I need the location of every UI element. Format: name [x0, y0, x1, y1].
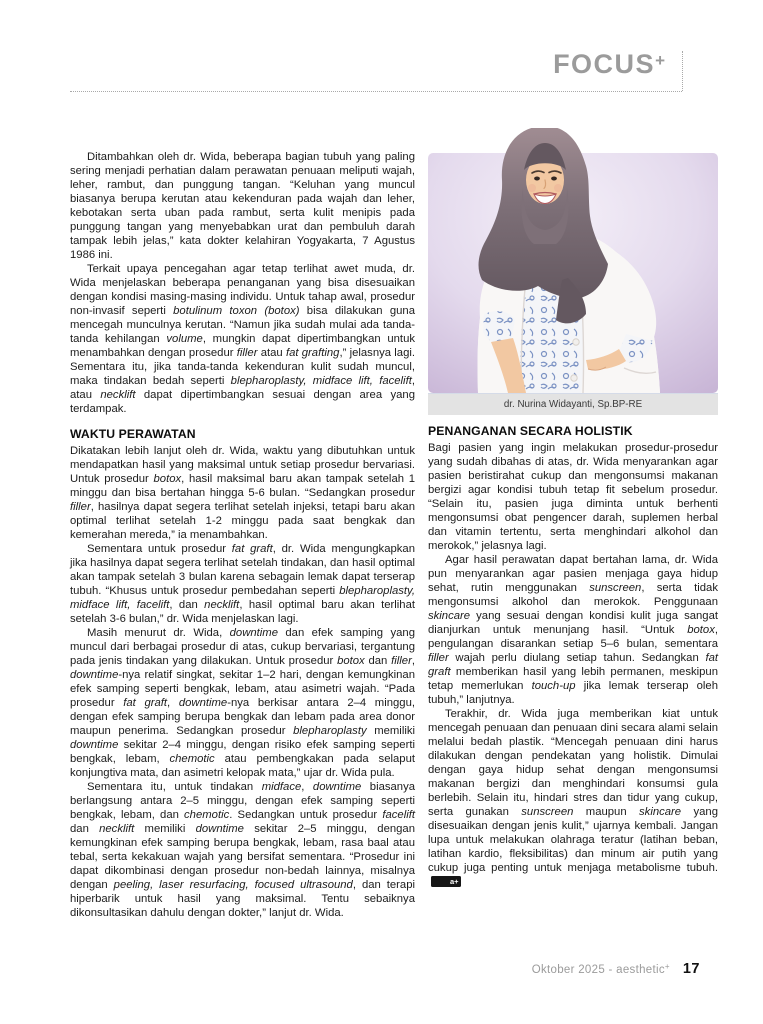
footer-page-number: 17	[682, 961, 700, 977]
header-dotted-rule	[70, 91, 682, 92]
article-paragraph: Terkait upaya pencegahan agar tetap terlihat awet muda, dr. Wida menjelaskan beberapa penanganan yang bisa disesuaikan dengan kondisi masing-masing individu. Untuk tahap awal, prosedur non-invasif seperti botulinum toxon (botox) bisa dilakukan guna mencegah munculnya kerutan. “Namun jika sudah mulai ada tanda-tanda kehilangan volume, mungkin dapat dipertimbangkan untuk menambahkan dengan prosedur filler atau fat grafting,” jelasnya lagi. Sementara itu, jika tanda-tanda kekenduran kulit sudah muncul, maka tindakan bedah seperti blepharoplasty, midface lift, facelift, atau necklift dapat dipertimbangkan sesuai dengan area yang terdampak.	[70, 263, 415, 415]
article-paragraph: Masih menurut dr. Wida, downtime dan efek samping yang muncul dari berbagai prosedur di atas, cukup bervariasi, tergantung pada jenis tindakan yang dilakukan. Untuk prosedur botox dan filler, downtime-nya relatif singkat, sekitar 1–2 hari, dengan kemungkinan efek samping seperti bengkak, lebam, atau asimetri wajah. “Pada prosedur fat graft, downtime-nya berkisar antara 2–4 minggu, dengan efek samping berupa bengkak dan lebam pada area donor maupun penerima. Sedangkan prosedur blepharoplasty memiliki downtime sekitar 2–4 minggu, dengan risiko efek samping seperti bengkak, lebam, chemotic atau pembengkakan pada selaput konjungtiva mata, dan asimetri kelopak mata,” ujar dr. Wida pula.	[70, 627, 416, 779]
article-column-left	[70, 150, 415, 920]
article-paragraph: Dikatakan lebih lanjut oleh dr. Wida, waktu yang dibutuhkan untuk mendapatkan hasil yang maksimal untuk setiap prosedur bervariasi. Untuk prosedur botox, hasil maksimal baru akan tampak setelah 1 minggu dan bisa bertahan hingga 5-6 bulan. “Sedangkan prosedur filler, hasilnya dapat segera terlihat setelah injeksi, tetapi baru akan optimal terlihat setelah 1-2 minggu pada saat bengkak dan kemerahan mereda,” ia menambahkan.	[70, 445, 415, 541]
rubric-label: FOCUS	[553, 49, 656, 79]
article-paragraph: Sementara itu, untuk tindakan midface, downtime biasanya berlangsung antara 2–5 minggu, dengan efek samping seperti bengkak, lebam, dan chemotic. Sedangkan untuk prosedur facelift dan necklift memiliki downtime sekitar 2–5 minggu, dengan kemungkinan efek samping berupa bengkak, lebam, rasa baal atau tebal, serta kekakuan wajah yang bersifat sementara. “Prosedur ini dapat dikombinasi dengan prosedur non-bedah lainnya, misalnya dengan peeling, laser resurfacing, focused ultrasound, dan terapi hiperbarik untuk hasil yang maksimal. Tentu sebaiknya dikonsultasikan dahulu dengan dokter,” lanjut dr. Wida.	[70, 781, 416, 919]
article-column-right	[428, 423, 718, 889]
header-dotted-tick	[682, 51, 683, 91]
article-paragraph: Bagi pasien yang ingin melakukan prosedur-prosedur yang sudah dibahas di atas, dr. Wida menyarankan agar pasien beristirahat cukup dan mengonsumsi makanan bergizi agar kondisi tubuh tetap fit sebelum prosedur. “Selain itu, pasien juga diminta untuk berhenti mengonsumsi obat pengencer darah, suplemen herbal dan vitamin tertentu, serta menghindari alkohol dan merokok,” jelasnya lagi.	[428, 442, 718, 552]
doctor-photo-figure	[428, 128, 718, 415]
doctor-photo-illustration	[428, 128, 718, 393]
article-paragraph: Ditambahkan oleh dr. Wida, beberapa bagian tubuh yang paling sering menjadi perhatian dalam perawatan penuaan meliputi wajah, leher, rambut, dan punggung tangan. “Keluhan yang muncul biasanya berupa kerutan atau kekenduran pada wajah dan leher, kebotakan serta uban pada rambut, serta kulit menipis pada punggung tangan yang menyebabkan urat dan pembuluh darah tampak lebih jelas,” kata dokter kelahiran Yogyakarta, 7 Agustus 1986 ini.	[70, 151, 415, 261]
section-rubric-title	[553, 51, 665, 78]
page-footer	[532, 961, 700, 977]
aesthetic-logo-end-mark: a+	[431, 876, 461, 887]
article-paragraph: Terakhir, dr. Wida juga memberikan kiat untuk mencegah penuaan dan penuaan dini secara alami selain melalui bedah plastik. “Mencegah penuaan dini harus dilakukan dengan pendekatan yang holistik. Dimulai dengan gaya hidup sehat dengan mengonsumsi makanan bergizi dan menghindari konsumsi gula berlebih. Selain itu, hindari stres dan tidur yang cukup, serta gunakan sunscreen maupun skincare yang disesuaikan dengan jenis kulit,” ujarnya kembali. Jangan lupa untuk melakukan olahraga teratur (latihan beban, latihan kardio, fleksibilitas) dan minum air putih yang cukup juga penting untuk menjaga metabolisme tubuh.a+	[428, 708, 718, 886]
photo-caption: dr. Nurina Widayanti, Sp.BP-RE	[428, 393, 718, 415]
section-heading: PENANGANAN SECARA HOLISTIK	[428, 424, 633, 438]
plus-glyph: +	[655, 51, 665, 70]
footer-issue: Oktober 2025 - aesthetic+	[531, 962, 670, 976]
plus-glyph: +	[664, 962, 670, 971]
section-heading: WAKTU PERAWATAN	[70, 427, 196, 441]
article-paragraph: Agar hasil perawatan dapat bertahan lama, dr. Wida pun menyarankan agar pasien menjaga gaya hidup sehat, rutin menggunakan sunscreen, serta tidak mengonsumsi alkohol dan merokok. Penggunaan skincare yang sesuai dengan kondisi kulit juga sangat dianjurkan untuk menunjang hasil. “Untuk botox, pengulangan disarankan setiap 5–6 bulan, sementara filler wajah perlu diulang setiap tahun. Sedangkan fat graft memberikan hasil yang lebih permanen, meskipun tetap memerlukan touch-up jika lemak terserap oleh tubuh,” lanjutnya.	[428, 554, 718, 706]
article-paragraph: Sementara untuk prosedur fat graft, dr. Wida mengungkapkan jika hasilnya dapat segera terlihat setelah tindakan, dan hasil optimal akan tampak setelah 3 bulan karena sebagain lemak dapat terserap tubuh. “Khusus untuk prosedur pembedahan seperti blepharoplasty, midface lift, facelift, dan necklift, hasil optimal baru akan terlihat setelah 3-6 bulan,” dr. Wida menjelaskan lagi.	[70, 543, 416, 625]
